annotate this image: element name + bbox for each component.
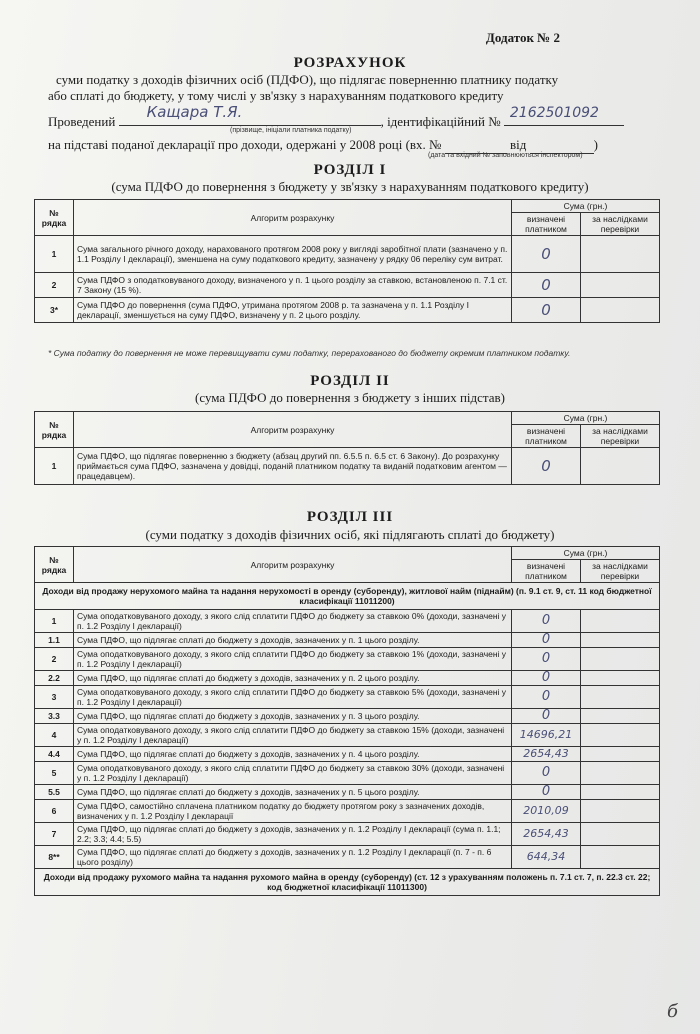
header-declared: визначені платником xyxy=(512,560,581,583)
section1-table xyxy=(34,199,660,323)
row-value: 0 xyxy=(512,686,581,709)
row-audit-value xyxy=(581,724,660,747)
row-value: 0 xyxy=(512,709,581,724)
basis-hint: (дата та вхідний № заповнюються інспектором) xyxy=(428,152,583,159)
table-row xyxy=(35,762,660,785)
row-number: 3.3 xyxy=(35,709,74,724)
from-label: від xyxy=(509,137,527,152)
row-text: Сума ПДФО, самостійно сплачена платником податку до бюджету протягом року з зазначених доходів, визначених у п. 1.2 Розділу І декларації xyxy=(74,800,512,823)
header-algo: Алгоритм розрахунку xyxy=(74,547,512,583)
section3-title: РОЗДІЛ ІІІ xyxy=(306,509,394,525)
row-text: Сума оподатковуваного доходу, з якого слід сплатити ПДФО до бюджету за ставкою 1% (доходи, зазначені у п. 1.2 Розділу І декларації) xyxy=(74,648,512,671)
row-number: 4.4 xyxy=(35,747,74,762)
header-num: № рядка xyxy=(35,547,74,583)
conducted-field xyxy=(119,103,381,126)
id-field xyxy=(504,105,624,126)
row-number: 5 xyxy=(35,762,74,785)
row-value: 0 xyxy=(512,633,581,648)
table-row xyxy=(35,747,660,762)
header-audit: за наслідками перевірки xyxy=(581,560,660,583)
header-declared: визначені платником xyxy=(512,213,581,236)
row-number: 3 xyxy=(35,686,74,709)
row-audit-value xyxy=(581,671,660,686)
row-audit-value xyxy=(581,846,660,869)
header-sum: Сума (грн.) xyxy=(512,200,660,213)
row-value: 0 xyxy=(512,785,581,800)
row-text: Сума ПДФО, що підлягає сплаті до бюджету з доходів, зазначених у п. 1.2 Розділу І декларації (сума п. 1.1; 2.2; 3.3; 4.4; 5.5) xyxy=(74,823,512,846)
row-number: 5.5 xyxy=(35,785,74,800)
document-title: РОЗРАХУНОК xyxy=(293,55,407,71)
header-algo: Алгоритм розрахунку xyxy=(74,200,512,236)
section3-band-2: Доходи від продажу рухомого майна та надання рухомого майна в оренду (суборенду) (ст. 12 з урахуванням положень п. 7.1 ст. 7, п. 22.3 ст. 22; код бюджетної класифікації 11011300) xyxy=(35,869,660,896)
row-value: 0 xyxy=(512,448,581,485)
table-row xyxy=(35,785,660,800)
section1-subtitle: (сума ПДФО до повернення з бюджету у зв'язку з нарахуванням податкового кредиту) xyxy=(111,179,589,194)
table-row xyxy=(35,298,660,323)
row-text: Сума оподатковуваного доходу, з якого слід сплатити ПДФО до бюджету за ставкою 0% (доходи, зазначені у п. 1.2 Розділу І декларації) xyxy=(74,610,512,633)
header-declared: визначені платником xyxy=(512,425,581,448)
row-number: 4 xyxy=(35,724,74,747)
section2-title: РОЗДІЛ ІІ xyxy=(310,373,390,389)
section1-note: * Сума податку до повернення не може перевищувати суми податку, перерахованого до бюджету окремим платником податку. xyxy=(48,348,571,358)
row-text: Сума ПДФО, що підлягає сплаті до бюджету з доходів, зазначених у п. 4 цього розділу. xyxy=(74,747,512,762)
row-text: Сума ПДФО, що підлягає сплаті до бюджету з доходів, зазначених у п. 1.2 Розділу І декларації (п. 7 - п. 6 цього розділу) xyxy=(74,846,512,869)
row-text: Сума оподатковуваного доходу, з якого слід сплатити ПДФО до бюджету за ставкою 15% (доходи, зазначені у п. 1.2 Розділу І декларації) xyxy=(74,724,512,747)
row-number: 3* xyxy=(35,298,74,323)
page-number-mark: б xyxy=(667,1001,678,1022)
row-text: Сума оподатковуваного доходу, з якого слід сплатити ПДФО до бюджету за ставкою 30% (доходи, зазначені у п. 1.2 Розділу І декларації) xyxy=(74,762,512,785)
header-num: № рядка xyxy=(35,200,74,236)
row-text: Сума ПДФО, що підлягає поверненню з бюджету (абзац другий пп. 6.5.5 п. 6.5 ст. 6 Закону). До розрахунку приймається сума ПДФО, зазначена у довідці, поданій платником податку та виданій податковим агентом — працедавцем). xyxy=(74,448,512,485)
table-row xyxy=(35,709,660,724)
table-row xyxy=(35,823,660,846)
row-value: 2010,09 xyxy=(512,800,581,823)
row-audit-value xyxy=(581,633,660,648)
section3-band-1: Доходи від продажу нерухомого майна та надання нерухомості в оренду (суборенду), житлової найм (піднайм) (п. 9.1 ст. 9, ст. 11 код бюджетної класифікації 11011200) xyxy=(35,583,660,610)
row-number: 1.1 xyxy=(35,633,74,648)
row-number: 2 xyxy=(35,273,74,298)
header-sum: Сума (грн.) xyxy=(512,412,660,425)
row-audit-value xyxy=(581,648,660,671)
id-value: 2162501092 xyxy=(509,105,599,121)
table-row xyxy=(35,648,660,671)
section3-subtitle: (суми податку з доходів фізичних осіб, які підлягають сплаті до бюджету) xyxy=(145,527,555,542)
row-text: Сума ПДФО, що підлягає сплаті до бюджету з доходів, зазначених у п. 1 цього розділу. xyxy=(74,633,512,648)
row-number: 6 xyxy=(35,800,74,823)
row-text: Сума ПДФО до повернення (сума ПДФО, утримана протягом 2008 р. та зазначена у п. 1.1 Розділу І декларації, зменшується на суму ПДФО, визначену у п. 2 цього розділу. xyxy=(74,298,512,323)
row-audit-value xyxy=(581,747,660,762)
basis-text: на підставі поданої декларації про доходи, одержані у 2008 році (вх. № xyxy=(48,137,442,152)
row-text: Сума ПДФО з оподатковуваного доходу, визначеного у п. 1 цього розділу за ставкою, встановленою п. 7.1 ст. 7 Закону (15 %). xyxy=(74,273,512,298)
row-number: 1 xyxy=(35,610,74,633)
section2-subtitle: (сума ПДФО до повернення з бюджету з інших підстав) xyxy=(195,390,505,405)
table-row xyxy=(35,273,660,298)
row-number: 1 xyxy=(35,236,74,273)
annex-label: Додаток № 2 xyxy=(485,30,560,45)
table-row xyxy=(35,846,660,869)
row-audit-value xyxy=(581,823,660,846)
row-text: Сума ПДФО, що підлягає сплаті до бюджету з доходів, зазначених у п. 5 цього розділу. xyxy=(74,785,512,800)
conducted-value: Кащара Т.Я. xyxy=(146,103,243,121)
row-value: 2654,43 xyxy=(512,747,581,762)
header-audit: за наслідками перевірки xyxy=(581,425,660,448)
row-number: 8** xyxy=(35,846,74,869)
header-num: № рядка xyxy=(35,412,74,448)
subtitle-line-1: суми податку з доходів фізичних осіб (ПДФО), що підлягає поверненню платнику податку xyxy=(56,72,559,87)
row-audit-value xyxy=(581,298,660,323)
row-number: 2.2 xyxy=(35,671,74,686)
row-value: 0 xyxy=(512,298,581,323)
id-label: , ідентифікаційний № xyxy=(380,114,501,129)
subtitle-line-2: або сплаті до бюджету, у тому числі у зв'язку з нарахуванням податкового кредиту xyxy=(48,88,504,103)
conducted-hint: (прізвище, ініціали платника податку) xyxy=(230,127,352,134)
section1-title: РОЗДІЛ І xyxy=(313,162,387,178)
conducted-line xyxy=(48,103,658,130)
row-text: Сума загального річного доходу, нарахованого протягом 2008 року у вигляді заробітної плати (зазначено у п. 1.1 Розділу І декларації), зменшена на суму податкового кредиту, зазначену у рядку 06 переліку сум витрат. xyxy=(74,236,512,273)
row-number: 1 xyxy=(35,448,74,485)
row-text: Сума оподатковуваного доходу, з якого слід сплатити ПДФО до бюджету за ставкою 5% (доходи, зазначені у п. 1.2 Розділу І декларації) xyxy=(74,686,512,709)
table-row xyxy=(35,671,660,686)
row-number: 7 xyxy=(35,823,74,846)
header-algo: Алгоритм розрахунку xyxy=(74,412,512,448)
row-audit-value xyxy=(581,762,660,785)
row-audit-value xyxy=(581,610,660,633)
row-value: 0 xyxy=(512,648,581,671)
row-audit-value xyxy=(581,686,660,709)
row-audit-value xyxy=(581,800,660,823)
basis-line: на підставі поданої декларації про доходи, одержані у 2008 році (вх. № від ) xyxy=(48,137,598,152)
row-value: 14696,21 xyxy=(512,724,581,747)
row-value: 2654,43 xyxy=(512,823,581,846)
table-row xyxy=(35,724,660,747)
row-text: Сума ПДФО, що підлягає сплаті до бюджету з доходів, зазначених у п. 3 цього розділу. xyxy=(74,709,512,724)
row-value: 0 xyxy=(512,610,581,633)
row-audit-value xyxy=(581,448,660,485)
row-audit-value xyxy=(581,709,660,724)
row-value: 644,34 xyxy=(512,846,581,869)
row-audit-value xyxy=(581,236,660,273)
row-value: 0 xyxy=(512,671,581,686)
row-value: 0 xyxy=(512,273,581,298)
table-row xyxy=(35,448,660,485)
table-row xyxy=(35,800,660,823)
row-value: 0 xyxy=(512,762,581,785)
section3-table xyxy=(34,546,660,896)
table-row xyxy=(35,633,660,648)
table-row xyxy=(35,610,660,633)
row-audit-value xyxy=(581,273,660,298)
conducted-label: Проведений xyxy=(48,114,116,129)
section2-table xyxy=(34,411,660,485)
header-sum: Сума (грн.) xyxy=(512,547,660,560)
row-audit-value xyxy=(581,785,660,800)
table-row xyxy=(35,236,660,273)
row-text: Сума ПДФО, що підлягає сплаті до бюджету з доходів, зазначених у п. 2 цього розділу. xyxy=(74,671,512,686)
header-audit: за наслідками перевірки xyxy=(581,213,660,236)
row-number: 2 xyxy=(35,648,74,671)
row-value: 0 xyxy=(512,236,581,273)
table-row xyxy=(35,686,660,709)
